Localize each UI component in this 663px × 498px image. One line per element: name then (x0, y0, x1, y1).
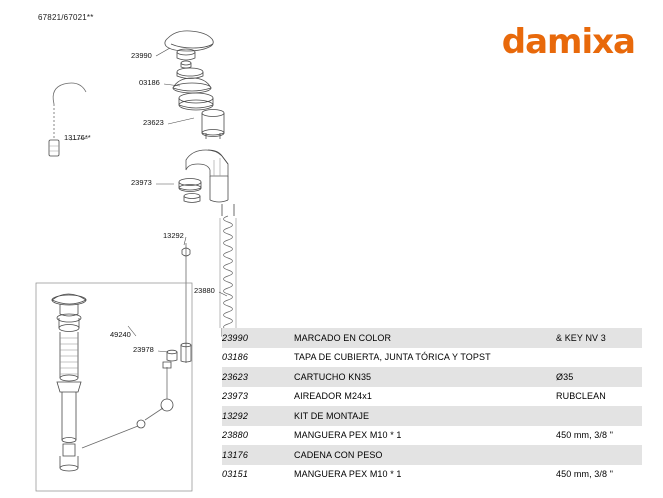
model-code: 67821/67021** (38, 13, 94, 22)
table-row (222, 426, 642, 446)
part-description: MANGUERA PEX M10 * 1 (294, 430, 402, 441)
table-row (222, 348, 642, 368)
part-code: 13176 (222, 445, 294, 465)
part-note: RUBCLEAN (556, 391, 606, 402)
part-description: CADENA CON PESO (294, 445, 556, 465)
parts-table (222, 328, 642, 484)
parts-table-body (222, 328, 642, 484)
table-row (222, 328, 642, 348)
part-description: TAPA DE CUBIERTA, JUNTA TÓRICA Y TOPST (294, 352, 491, 363)
table-row (222, 465, 642, 485)
part-code: 23623 (222, 367, 294, 387)
callout-23880: 23880 (194, 286, 215, 295)
part-note: Ø35 (556, 367, 642, 387)
brand-logo: damixa (501, 22, 635, 62)
part-description: AIREADOR M24x1 (294, 391, 372, 402)
part-description: CARTUCHO KN35 (294, 367, 556, 387)
part-code: 13292 (222, 406, 294, 426)
callout-13176: 13176** (64, 133, 91, 142)
part-description: MANGUERA PEX M10 * 1 (294, 469, 402, 480)
callout-03186: 03186 (139, 78, 160, 87)
table-row (222, 406, 642, 426)
part-note (556, 348, 642, 368)
part-note: 450 mm, 3/8 " (556, 469, 614, 480)
part-description: KIT DE MONTAJE (294, 406, 556, 426)
callout-23973: 23973 (131, 178, 152, 187)
callout-13292: 13292 (163, 231, 184, 240)
callout-49240: 49240 (110, 330, 131, 339)
table-row (222, 367, 642, 387)
part-code: 03151 (222, 469, 249, 480)
callout-23978: 23978 (133, 345, 154, 354)
part-note: 450 mm, 3/8 " (556, 430, 614, 441)
part-code: 23990 (222, 328, 294, 348)
callout-23623: 23623 (143, 118, 164, 127)
part-note: & KEY NV 3 (556, 328, 642, 348)
part-code: 23880 (222, 430, 249, 441)
callout-23990: 23990 (131, 51, 152, 60)
part-code: 23973 (222, 391, 249, 402)
part-note (556, 406, 642, 426)
part-description: MARCADO EN COLOR (294, 328, 556, 348)
table-row (222, 387, 642, 407)
part-note (556, 445, 642, 465)
table-row (222, 445, 642, 465)
part-code: 03186 (222, 352, 249, 363)
